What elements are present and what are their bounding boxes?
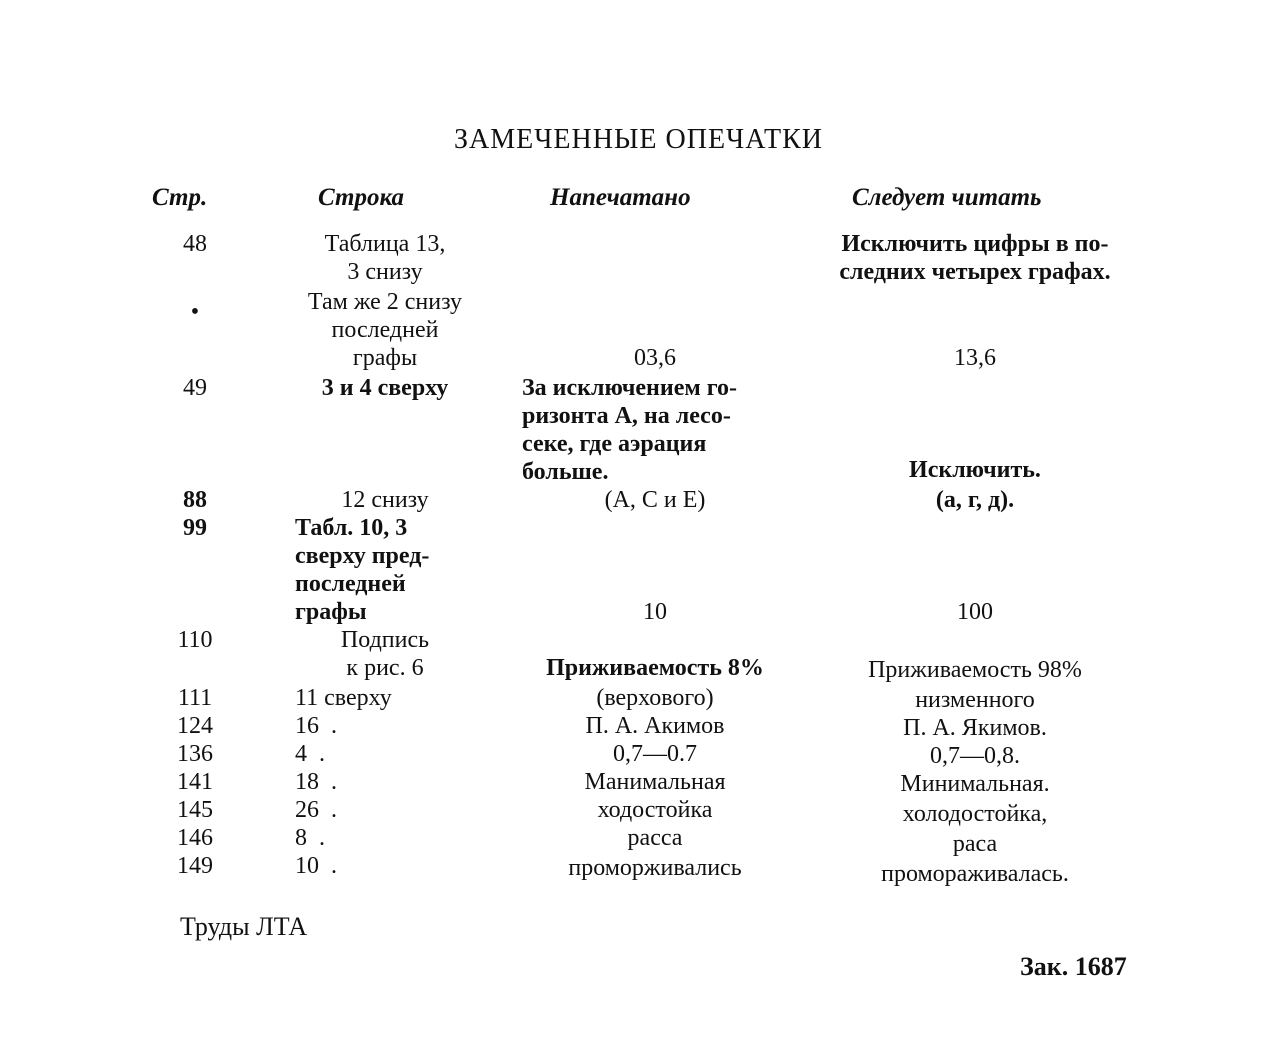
row-line: 12 снизу [341,487,429,513]
row-printed: Манимальная [584,769,726,795]
row-line: Там же 2 снизу последней графы [307,289,463,371]
row-read: холодостойка, [902,801,1048,827]
row-line: Таблица 13, 3 снизу [324,231,446,285]
row-printed: расса [627,825,683,851]
row-line: 16 . [295,713,337,739]
row-line: Подпись к рис. 6 [340,627,430,681]
row-printed: ходостойка [597,797,713,823]
row-read: 100 [957,599,993,625]
row-page: 110 [177,627,213,653]
row-read: П. А. Якимов. [903,715,1047,741]
page-title: ЗАМЕЧЕННЫЕ ОПЕЧАТКИ [453,124,823,155]
row-printed: 03,6 [634,345,676,371]
row-read: 0,7—0,8. [930,743,1020,769]
row-line: 4 . [295,741,325,767]
footer-order-number: Зак. 1687 [1020,952,1127,981]
row-line: 26 . [295,797,337,823]
row-page: 136 [177,741,213,767]
row-read: Исключить цифры в по- следних четырех графах. [839,231,1111,285]
footer-publisher: Труды ЛТА [180,912,308,941]
row-page: 149 [177,853,213,879]
row-read: (а, г, д). [935,487,1015,513]
row-page: 48 [183,231,207,257]
row-page: 145 [177,797,213,823]
row-line: 10 . [295,853,337,879]
row-line: 8 . [295,825,325,851]
row-read: промораживалась. [881,861,1069,887]
header-line: Строка [318,184,405,211]
row-page: 146 [177,825,213,851]
row-printed: За исключением го- ризонта А, на лесо- секе, где аэрация больше. [522,375,738,485]
row-line: 11 сверху [295,685,392,711]
row-read: Минимальная. [900,771,1050,797]
header-read: Следует читать [852,184,1042,211]
header-printed: Напечатано [550,184,691,211]
row-page: 124 [177,713,213,739]
row-page: 141 [177,769,213,795]
row-page: • [190,299,200,325]
row-read: раса [952,831,998,857]
header-page: Стр. [152,184,208,211]
row-printed: 0,7—0.7 [613,741,697,767]
row-page: 88 [183,487,207,513]
row-read: низменного [915,687,1035,713]
row-printed: (верхового) [596,685,714,711]
row-printed: 10 [643,599,667,625]
row-read: Исключить. [909,457,1041,483]
row-printed: (А, С и Е) [604,487,706,513]
row-read: 13,6 [954,345,996,371]
row-page: 49 [183,375,207,401]
row-line: Табл. 10, 3 сверху пред- последней графы [295,515,430,625]
row-printed: проморживались [568,855,742,881]
row-page: 99 [183,515,207,541]
row-page: 111 [177,685,213,711]
row-printed: П. А. Акимов [585,713,725,739]
row-line: 3 и 4 сверху [321,375,449,401]
row-read: Приживаемость 98% [868,657,1082,683]
row-line: 18 . [295,769,337,795]
row-printed: Приживаемость 8% [546,655,764,681]
